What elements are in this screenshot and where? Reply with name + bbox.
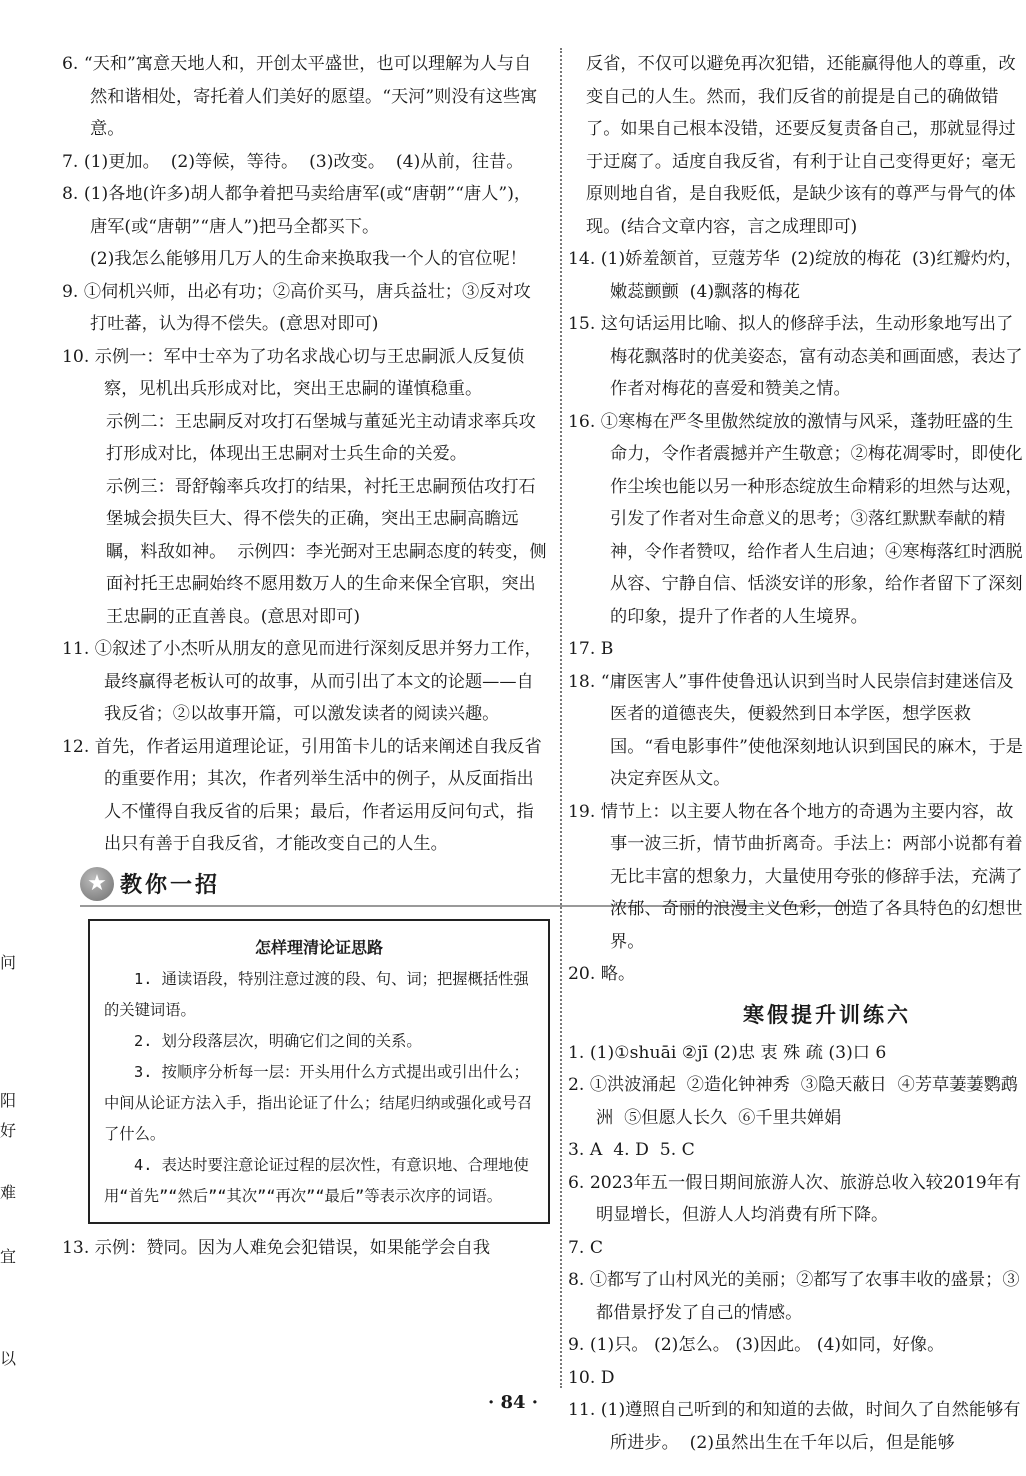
answer-item-18: 18. “庸医害人”事件使鲁迅认识到当时人民崇信封建迷信及医者的道德丧失，便毅然到日本学医，想学医救国。“看电影事件”使他深刻地认识到国民的麻木，于是决定弃医从文。	[568, 671, 1023, 789]
practice-item-3-5: 3. A 4. D 5. C	[568, 1140, 695, 1160]
practice-item-9: 9. (1)只。 (2)怎么。 (3)因此。 (4)如同，好像。	[568, 1335, 945, 1355]
answer-item-7: 7. (1)更加。 (2)等候，等待。 (3)改变。 (4)从前，往昔。	[62, 151, 524, 172]
answer-item-16: 16. ①寒梅在严冬里傲然绽放的激情与风采，蓬勃旺盛的生命力，令作者震撼并产生敬意；②梅花凋零时，即使化作尘埃也能以另一种形态绽放生命精彩的坦然与达观，引发了作者对生命意义的思考；③落红默默奉献的精神，令作者赞叹，给作者人生启迪；④寒梅落红时洒脱从容、宁静自信、恬淡安详的形象，给作者留下了深刻的印象，提升了作者的人生境界。	[568, 411, 1023, 627]
tip-box	[88, 919, 550, 1224]
practice-item-7: 7. C	[568, 1237, 604, 1258]
answer-item-6: 6. “天和”寓意天地人和，开创太平盛世，也可以理解为人与自然和谐相处，寄托着人们美好的愿望。“天河”则没有这些寓意。	[62, 54, 538, 139]
answer-item-12: 12. 首先，作者运用道理论证，引用笛卡儿的话来阐述自我反省的重要作用；其次，作者列举生活中的例子，从反面指出人不懂得自我反省的后果；最后，作者运用反问句式，指出只有善于自我反省，才能改变自己的人生。	[62, 736, 542, 854]
answer-item-17: 17. B	[568, 639, 614, 659]
section-header-tips	[80, 867, 547, 901]
margin-fragment: 难	[0, 1183, 17, 1202]
answer-item-10-example1: 10. 示例一：军中士卒为了功名求战心切与王忠嗣派人反复侦察，见机出兵形成对比，突出王忠嗣的谨慎稳重。	[62, 346, 525, 399]
answer-item-9: 9. ①伺机兴师，出必有功；②高价买马，唐兵益壮；③反对攻打吐蕃，认为得不偿失。(意思对即可)	[62, 281, 531, 334]
section-title: 教你一招	[120, 873, 221, 898]
margin-fragment: 宜	[0, 1247, 17, 1266]
margin-fragment: 问	[0, 953, 17, 972]
practice-item-1: 1. (1)①shuāi ②jī (2)忠 衷 殊 疏 (3)口 6	[568, 1042, 887, 1063]
answer-item-10-example2: 示例二：王忠嗣反对攻打石堡城与董延光主动请求率兵攻打形成对比，体现出王忠嗣对士兵生命的关爱。	[106, 411, 536, 464]
tip-paragraph: 3. 按顺序分析每一层：开头用什么方式提出或引出什么；中间从论证方法入手，指出论证了什么；结尾归纳或强化或号召了什么。	[104, 1062, 533, 1143]
margin-fragment: 以	[0, 1349, 17, 1368]
answer-item-14: 14. (1)娇羞颔首，豆蔻芳华 (2)绽放的梅花 (3)红瓣灼灼，嫩蕊颤颤 (4)飘落的梅花	[568, 249, 1023, 302]
tip-paragraph: 1. 通读语段，特别注意过渡的段、句、词；把握概括性强的关键词语。	[104, 969, 529, 1019]
margin-fragment: 好	[0, 1121, 17, 1140]
margin-fragment: 阳	[0, 1091, 17, 1110]
tip-box-title: 怎样理清论证思路	[254, 937, 383, 957]
practice-item-11: 11. (1)遵照自己听到的和知道的去做，时间久了自然能够有所进步。 (2)虽然出生在千年以后，但是能够	[568, 1400, 1021, 1453]
right-column	[568, 48, 1026, 1459]
answer-item-20: 20. 略。	[568, 964, 636, 984]
answer-item-15: 15. 这句话运用比喻、拟人的修辞手法，生动形象地写出了梅花飘落时的优美姿态，富有动态美和画面感，表达了作者对梅花的喜爱和赞美之情。	[568, 314, 1023, 399]
practice-item-2: 2. ①洪波涌起 ②造化钟神秀 ③隐天蔽日 ④芳草萋萋鹦鹉洲 ⑤但愿人长久 ⑥千里共婵娟	[568, 1075, 1018, 1128]
answer-item-8-part2: (2)我怎么能够用几万人的生命来换取我一个人的官位呢！	[90, 249, 527, 269]
answer-item-13-start: 13. 示例：赞同。因为人难免会犯错误，如果能学会自我	[62, 1237, 491, 1258]
page-number: · 84 ·	[487, 1392, 539, 1413]
answer-item-10-example3-4: 示例三：哥舒翰率兵攻打的结果，衬托王忠嗣预估攻打石堡城会损失巨大、得不偿失的正确，突出王忠嗣高瞻远瞩，料敌如神。 示例四：李光弼对王忠嗣态度的转变，侧面衬托王忠嗣始终不愿用数万人的生命来保全官职，突出王忠嗣的正直善良。(意思对即可)	[106, 476, 547, 627]
practice-section-title: 寒假提升训练六	[743, 1002, 911, 1027]
star-icon: ★	[80, 867, 114, 901]
practice-item-6: 6. 2023年五一假日期间旅游人次、旅游总收入较2019年有明显增长，但游人人均消费有所下降。	[568, 1172, 1022, 1225]
column-divider	[560, 48, 562, 1388]
practice-item-10: 10. D	[568, 1367, 615, 1388]
answer-item-8-part1: 8. (1)各地(许多)胡人都争着把马卖给唐军(或“唐朝”“唐人”)，唐军(或“唐朝”“唐人”)把马全都买下。	[62, 184, 532, 237]
left-column	[62, 48, 547, 1264]
tip-paragraph: 2. 划分段落层次，明确它们之间的关系。	[134, 1031, 422, 1050]
answer-item-11: 11. ①叙述了小杰听从朋友的意见而进行深刻反思并努力工作，最终赢得老板认可的故事，从而引出了本文的论题——自我反省；②以故事开篇，可以激发读者的阅读兴趣。	[62, 639, 542, 724]
practice-item-8: 8. ①都写了山村风光的美丽；②都写了农事丰收的盛景；③都借景抒发了自己的情感。	[568, 1270, 1020, 1323]
answer-item-19: 19. 情节上：以主要人物在各个地方的奇遇为主要内容，故事一波三折，情节曲折离奇。手法上：两部小说都有着无比丰富的想象力，大量使用夸张的修辞手法，充满了浓郁、奇丽的浪漫主义色彩，创造了各具特色的幻想世界。	[568, 801, 1023, 952]
tip-paragraph: 4. 表达时要注意论证过程的层次性，有意识地、合理地使用“首先”“然后”“其次”“再次”“最后”等表示次序的词语。	[104, 1155, 529, 1205]
answer-item-13-continued: 反省，不仅可以避免再次犯错，还能赢得他人的尊重，改变自己的人生。然而，我们反省的前提是自己的确做错了。如果自己根本没错，还要反复责备自己，那就显得过于迂腐了。适度自我反省，有利于让自己变得更好；毫无原则地自省，是自我贬低，是缺少该有的尊严与骨气的体现。(结合文章内容，言之成理即可)	[586, 54, 1016, 237]
